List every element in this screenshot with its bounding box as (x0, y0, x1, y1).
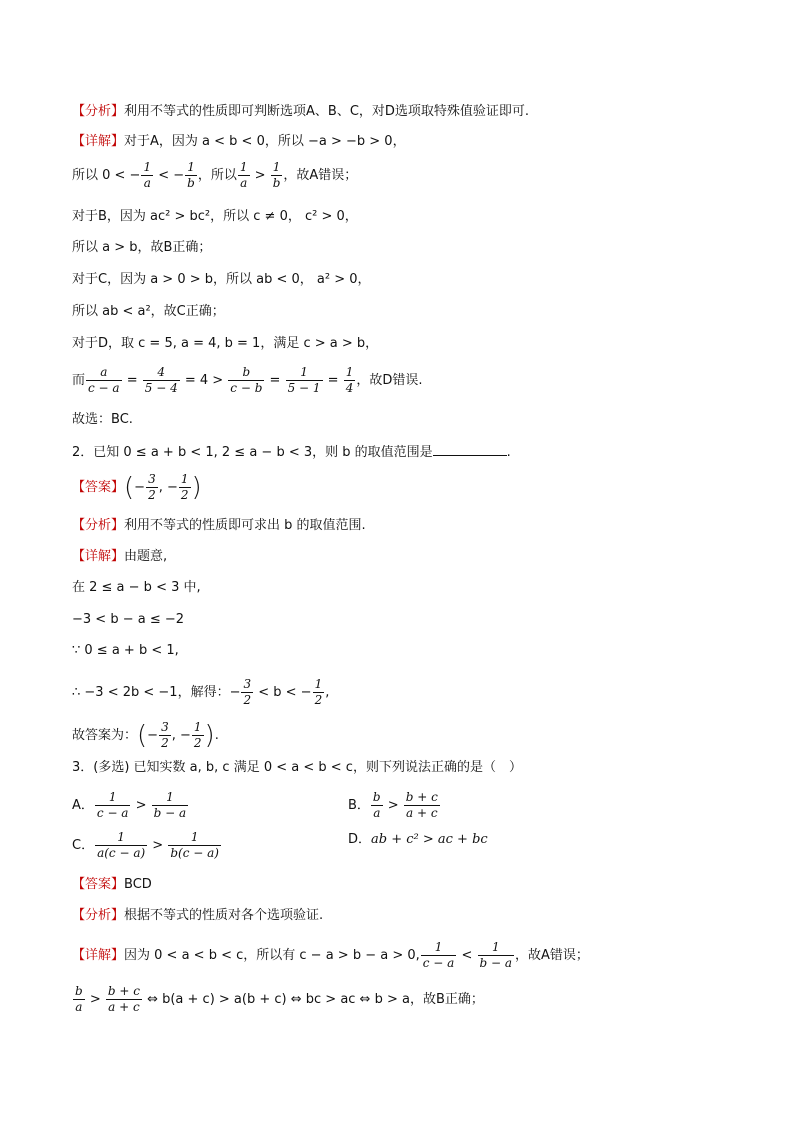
q1-line: 所以 a > b，故B正确； (72, 240, 212, 255)
q2-line: −3 < b − a ≤ −2 (72, 612, 185, 627)
fraction: $\frac{1}{a}$ (143, 160, 152, 190)
q2-line: 在 2 ≤ a − b < 3 中, (72, 580, 201, 595)
q1-detail-line2: 所以 0 < − $\frac{1}{a}$ < − $\frac{1}{b}$ ，所以 $\frac{1}{a}$ > $\frac{1}{b}$ ，故A错误； (72, 160, 358, 190)
fraction: $\frac{1}{5 - 1}$ (287, 365, 321, 395)
fraction: $\frac{1}{b}$ (187, 160, 195, 190)
q2-solve: ∴ −3 < 2b < −1，解得：− $\frac{3}{2}$ < b < − $\frac{1}{2}$ , (72, 677, 330, 707)
q2-final: 故答案为：(− $\frac{3}{2}$ , − $\frac{1}{2}$ ). (72, 720, 219, 751)
fraction: $\frac{1}{2}$ (193, 720, 202, 750)
q3-answer: 【答案】BCD (72, 877, 152, 892)
fraction: $\frac{3}{2}$ (148, 472, 156, 502)
q1-detail-line8: 而 $\frac{a}{c - a}$ = $\frac{4}{5 - 4}$ = 4 > $\frac{b}{c - b}$ = $\frac{1}{5 - 1}$ = $\frac{1}{4}$ ，故D错误. (72, 365, 423, 395)
fraction: $\frac{1}{2}$ (314, 677, 323, 707)
option-a: A． $\frac{1}{c - a}$ > $\frac{1}{b - a}$ (72, 790, 187, 820)
q3-stem: 3．(多选) 已知实数 a, b, c 满足 0 < a < b < c，则下列说法正确的是（ ） (72, 760, 522, 775)
fraction: $\frac{1}{2}$ (180, 472, 189, 502)
q1-line: 对于D，取 c = 5, a = 4, b = 1，满足 c > a > b， (72, 336, 379, 351)
q2-stem: 2．已知 0 ≤ a + b < 1, 2 ≤ a − b < 3，则 b 的取值范围是 . (72, 441, 511, 463)
fraction: $\frac{3}{2}$ (161, 720, 169, 750)
document-page (72, 0, 732, 1123)
q1-line: 所以 ab < a²，故C正确； (72, 304, 225, 319)
fraction: $\frac{1}{b}$ (272, 160, 281, 190)
q3-detail-line1: 【详解】因为 0 < a < b < c，所以有 c − a > b − a > 0, $\frac{1}{c - a}$ < $\frac{1}{b - a}$ ，故A错误； (72, 940, 589, 970)
option-c: C． $\frac{1}{a(c - a)}$ > $\frac{1}{b(c - a)}$ (72, 830, 219, 860)
analysis-tag: 【分析】 (72, 104, 125, 119)
detail-tag: 【详解】 (72, 134, 125, 149)
fraction: $\frac{a}{c - a}$ (88, 365, 120, 395)
answer-tag: 【答案】 (72, 480, 125, 495)
q2-answer: 【答案】(− $\frac{3}{2}$ , − $\frac{1}{2}$ ) (72, 472, 202, 503)
q1-line: 对于A，因为 a < b < 0，所以 −a > −b > 0， (124, 134, 406, 149)
q2-analysis: 【分析】利用不等式的性质即可求出 b 的取值范围. (72, 518, 366, 533)
q2-line: ∵ 0 ≤ a + b < 1, (72, 643, 179, 658)
answer-blank (433, 441, 507, 456)
q1-line: 所以 0 < − (72, 168, 141, 183)
q1-line: 对于B，因为 ac² > bc²，所以 c ≠ 0， c² > 0， (72, 209, 358, 224)
q3-options-row1 (72, 790, 732, 821)
q3-detail-line2: $\frac{b}{a}$ > $\frac{b + c}{a + c}$ ⇔ b(a + c) > a(b + c) ⇔ bc > ac ⇔ b > a，故B正确； (75, 984, 484, 1014)
q1-analysis (72, 102, 529, 122)
q1-choice: 故选：BC. (72, 412, 133, 427)
fraction: $\frac{1}{a}$ (239, 160, 248, 190)
option-b: B． $\frac{b}{a}$ > $\frac{b + c}{a + c}$ (348, 790, 438, 820)
fraction: $\frac{3}{2}$ (243, 677, 252, 707)
fraction: $\frac{4}{5 - 4}$ (144, 365, 178, 395)
fraction: $\frac{1}{4}$ (345, 365, 354, 395)
q1-detail-line1 (72, 132, 406, 152)
q1-analysis-text: 利用不等式的性质即可判断选项A、B、C，对D选项取特殊值验证即可. (124, 104, 530, 119)
q3-options-row2 (72, 830, 732, 861)
q3-analysis: 【分析】根据不等式的性质对各个选项验证. (72, 908, 324, 923)
option-d: D．ab + c² > ac + bc (348, 832, 488, 847)
q1-line: 对于C，因为 a > 0 > b，所以 ab < 0， a² > 0， (72, 272, 371, 287)
q2-detail: 【详解】由题意, (72, 549, 168, 564)
fraction: $\frac{b}{c - b}$ (230, 365, 263, 395)
